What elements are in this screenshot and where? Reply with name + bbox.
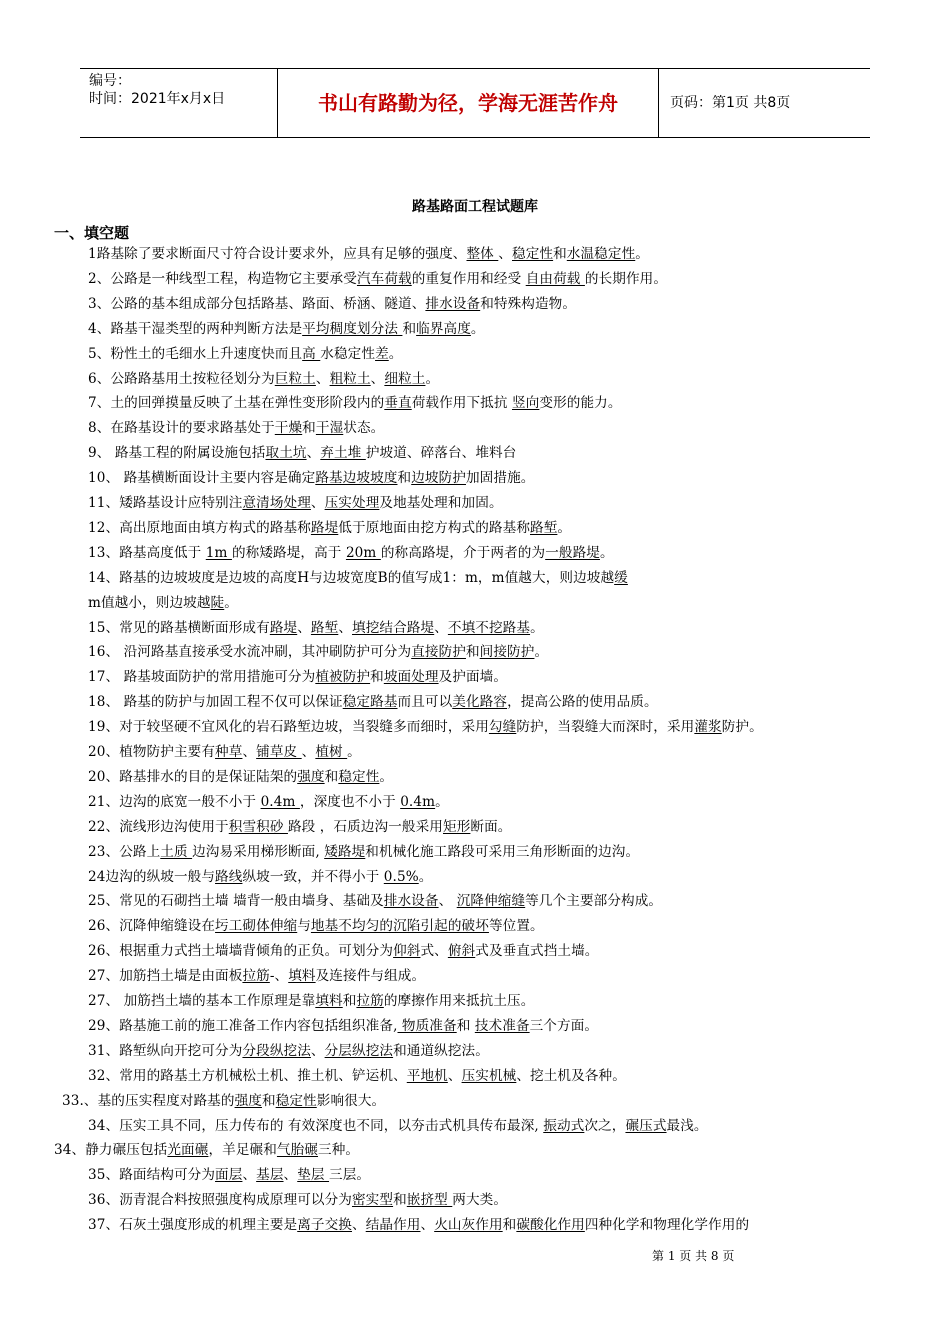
question-text: 27、 加筋挡土墙的基本工作原理是靠 (88, 993, 316, 1009)
question-text: 最浅。 (666, 1117, 708, 1134)
question-text: 13、路基高度低于 (88, 544, 206, 561)
answer-blank: 取土坑 (265, 445, 307, 462)
answer-blank: 植树 (315, 744, 348, 760)
question-text: 、 (338, 619, 353, 636)
answer-blank: 物质准备 (397, 1017, 457, 1034)
question-line (88, 593, 238, 613)
answer-blank: 圬工砌体伸缩 (215, 918, 298, 935)
question-text: 24边沟的纵坡一般与 (88, 868, 216, 885)
question-text: 17、 路基坡面防护的常用措施可分为 (88, 669, 316, 686)
question-line (88, 1066, 626, 1086)
answer-blank: 竖向 (512, 395, 540, 412)
answer-blank: 一般路堤 (545, 544, 600, 561)
question-line (88, 244, 649, 264)
question-text: 断面。 (470, 818, 512, 835)
date-label: 时间：2021年x月x日 (89, 91, 226, 107)
answer-blank: 高 (302, 345, 321, 362)
question-text: 、 (447, 1067, 462, 1084)
question-line (88, 842, 639, 862)
question-text: 32、常用的路基土方机械松土机、推土机、铲运机、 (88, 1067, 407, 1084)
question-line (88, 319, 485, 339)
question-text: 。 (347, 744, 361, 760)
question-text: 。 (635, 246, 649, 262)
answer-blank: 勾缝 (488, 719, 517, 736)
question-text: 加固措施。 (465, 470, 535, 487)
question-text: 状态。 (343, 420, 385, 437)
question-text: 和 (261, 1092, 276, 1109)
answer-blank: 稳定性 (275, 1092, 317, 1109)
question-line (88, 518, 571, 538)
answer-blank: 间接防护 (479, 644, 535, 661)
answer-blank: 细粒土 (384, 370, 426, 387)
question-text: 和特殊构造物。 (480, 295, 577, 312)
page-header (80, 68, 870, 138)
question-text: 而且可以 (397, 694, 453, 711)
question-text: 和通道纵挖法。 (393, 1042, 489, 1059)
question-text: 和 (370, 669, 384, 686)
answer-blank: 振动式 (543, 1117, 585, 1134)
question-text: 26、根据重力式挡土墙墙背倾角的正负。可划分为 (88, 943, 394, 960)
question-text: 35、路面结构可分为 (88, 1167, 216, 1184)
answer-blank: 沉降伸缩缝 (456, 893, 526, 910)
answer-blank: 临界高度 (416, 320, 471, 337)
document-title: 路基路面工程试题库 (412, 199, 538, 215)
question-text: 。 (470, 320, 485, 337)
question-text: 10、 路基横断面设计主要内容是确定 (88, 470, 316, 487)
question-text: 、 (434, 619, 448, 636)
answer-blank: 压实机械 (461, 1067, 517, 1084)
answer-blank: 0.5% (383, 868, 419, 885)
answer-blank: 边坡防护 (411, 470, 466, 487)
question-line (88, 966, 425, 986)
question-text: 。 (418, 868, 433, 885)
question-text: 。 (435, 793, 449, 810)
answer-blank: 干燥 (274, 420, 303, 437)
question-text: 、 (315, 370, 330, 387)
question-text: 20、路基排水的目的是保证陆架的 (88, 768, 298, 785)
question-text: 36、沥青混合料按照强度构成原理可以分为 (88, 1192, 352, 1209)
question-text: 、 (352, 1217, 366, 1234)
answer-blank: 矮路堤 (324, 843, 366, 860)
question-text: 和 (402, 320, 417, 337)
question-text: 7、土的回弹摸量反映了土基在弹性变形阶段内的 (88, 395, 385, 412)
answer-blank: 美化路容 (452, 694, 508, 711)
answer-blank: 碳酸化作用 (516, 1217, 585, 1234)
answer-blank: 碾压式 (625, 1117, 667, 1134)
answer-blank: 压实处理 (324, 495, 380, 511)
answer-blank: 强度 (297, 768, 325, 785)
question-text: 、 (438, 893, 457, 910)
question-line (88, 767, 393, 787)
section-heading: 一、填空题 (54, 224, 130, 242)
question-text: 次之， (584, 1117, 626, 1134)
answer-blank: 巨粒土 (274, 370, 316, 387)
question-text: 34、静力碾压包括 (54, 1142, 168, 1159)
question-line (88, 1215, 749, 1235)
question-text: 护坡道、碎落台、堆料台 (365, 445, 517, 462)
question-line (88, 792, 449, 812)
answer-blank: 路堤 (269, 619, 298, 636)
question-text: 两大类。 (452, 1192, 508, 1209)
question-text: 式、 (420, 943, 448, 960)
question-text: ，羊足碾和 (208, 1142, 277, 1159)
question-text: 11、矮路基设计应特别注 (88, 495, 243, 511)
answer-blank: 0.4m (400, 793, 436, 810)
answer-blank: 意清场处理 (242, 495, 311, 511)
answer-blank: 分段纵挖法 (242, 1042, 311, 1059)
answer-blank: 汽车荷载 (356, 270, 412, 287)
header-meta (80, 69, 278, 137)
question-text: 14、路基的边坡坡度是边坡的高度H与边坡宽度B的值写成1：m，m值越大，则边坡越 (88, 569, 615, 586)
question-text: 15、常见的路基横断面形成有 (88, 619, 270, 636)
question-text: 23、公路上 (88, 843, 161, 860)
question-text: 26、沉降伸缩缝设在 (88, 918, 216, 935)
question-line (88, 1165, 370, 1185)
code-label: 编号： (89, 73, 131, 89)
question-line (88, 891, 662, 911)
question-text: 8、在路基设计的要求路基处于 (88, 420, 275, 437)
question-text: 。 (557, 519, 572, 536)
answer-blank: 缓 (614, 569, 628, 586)
question-line (88, 817, 512, 837)
answer-blank: 稳定性 (512, 246, 554, 262)
answer-blank: 自由荷载 (525, 270, 585, 287)
answer-blank: 整体 (466, 246, 499, 262)
question-text: 的重复作用和经受 (411, 270, 526, 287)
answer-blank: 陡 (210, 594, 225, 611)
question-line (54, 1140, 359, 1160)
question-text: 、 (301, 744, 316, 760)
question-text: 的称矮路堤，高于 (231, 544, 346, 561)
question-text: 25、常见的石砌挡土墙 墙背一般由墙身、基础及 (88, 893, 384, 910)
question-text: 及连接件与组成。 (315, 968, 426, 985)
question-text: 。 (530, 619, 544, 636)
question-line (88, 418, 384, 438)
question-text: 、 (283, 1167, 298, 1184)
question-text: 34、压实工具不同，压力传布的 有效深度也不同，以夯击式机具传布最深, (88, 1117, 544, 1134)
motto: 书山有路勤为径，学海无涯苦作舟 (278, 69, 659, 137)
question-line (88, 991, 534, 1011)
question-text: 四种化学和物理化学作用的 (584, 1217, 750, 1234)
page-footer: 第 1 页 共 8 页 (652, 1249, 735, 1263)
question-text: 5、粉性土的毛细水上升速度快而且 (88, 345, 303, 362)
question-text: 18、 路基的防护与加固工程不仅可以保证 (88, 694, 343, 711)
question-text: ，深度也不小于 (299, 793, 401, 810)
answer-blank: 路线 (215, 868, 243, 885)
question-text: 37、石灰土强度形成的机理主要是 (88, 1217, 298, 1234)
question-text: 、 (420, 1217, 435, 1234)
question-line (88, 294, 576, 314)
question-text: 低于原地面由挖方构式的路基称 (338, 519, 531, 536)
question-text: 、挖土机及各种。 (516, 1067, 626, 1084)
question-text: 31、路堑纵向开挖可分为 (88, 1042, 243, 1059)
answer-blank: 平均稠度划分法 (302, 320, 403, 337)
answer-blank: 平地机 (406, 1067, 448, 1084)
question-text: 、 (370, 370, 385, 387)
question-text: 路段 ，石质边沟一般采用 (287, 818, 444, 835)
question-text: 4、路基干湿类型的两种判断方法是 (88, 320, 303, 337)
question-text: 。 (388, 345, 403, 362)
answer-blank: 结晶作用 (365, 1217, 421, 1234)
question-text: 与 (297, 918, 311, 935)
question-text: 1路基除了要求断面尺寸符合设计要求外，应具有足够的强度、 (88, 246, 467, 262)
question-text: 和 (302, 420, 316, 437)
question-text: 、 (297, 619, 311, 636)
answer-blank: 光面碾 (167, 1142, 209, 1159)
question-text: 等几个主要部分构成。 (525, 893, 663, 910)
question-text: 、 (310, 495, 325, 511)
answer-blank: 0.4m (260, 793, 300, 810)
answer-blank: 面层 (215, 1167, 243, 1184)
answer-blank: 地基不均匀的沉陷引起的破坏 (310, 918, 489, 935)
answer-blank: 排水设备 (425, 295, 481, 312)
question-line (88, 269, 667, 289)
answer-blank: 离子交换 (297, 1217, 352, 1234)
answer-blank: 干湿 (315, 420, 344, 437)
answer-blank: 稳定路基 (342, 694, 398, 711)
question-line (88, 618, 544, 638)
answer-blank: 1m (205, 544, 232, 561)
question-text: 27、加筋挡土墙是由面板 (88, 968, 243, 985)
question-text: 。 (425, 370, 440, 387)
answer-blank: 直接防护 (411, 644, 466, 661)
question-line (88, 443, 516, 463)
question-line (88, 916, 544, 936)
answer-blank: 密实型 (351, 1192, 394, 1209)
question-text: 22、流线形边沟使用于 (88, 818, 229, 835)
answer-blank: 填料 (288, 968, 316, 985)
question-text: 和 (465, 644, 480, 661)
question-text: 纵坡一致，并不得小于 (242, 868, 384, 885)
question-text: 影响很大。 (316, 1092, 386, 1109)
question-text: 、 (306, 445, 321, 462)
question-text: 的称高路堤，介于两者的为 (380, 544, 546, 561)
answer-blank: 火山灰作用 (434, 1217, 503, 1234)
answer-blank: 植被防护 (315, 669, 371, 686)
answer-blank: 仰斜 (393, 943, 421, 960)
answer-blank: 水温稳定性 (566, 246, 636, 262)
answer-blank: 积雪积砂 (228, 818, 288, 835)
question-text: 9、 路基工程的附属设施包括 (88, 445, 266, 462)
page-number-label: 页码：第1页 共8页 (670, 95, 791, 111)
question-text: 的摩擦作用来抵抗土压。 (383, 993, 535, 1009)
question-text: 20、植物防护主要有 (88, 744, 216, 760)
question-line (88, 642, 548, 662)
question-text: 荷载作用下抵抗 (411, 395, 512, 412)
question-text: 、 (498, 246, 512, 262)
question-text: 的长期作用。 (584, 270, 668, 287)
question-line (88, 717, 763, 737)
answer-blank: 嵌挤型 (406, 1192, 453, 1209)
answer-blank: 土质 (160, 843, 193, 860)
question-text: 16、 沿河路基直接承受水流冲刷，其冲刷防护可分为 (88, 644, 412, 661)
question-text: 和 (342, 993, 357, 1009)
answer-blank: 垂直 (384, 395, 412, 412)
answer-blank: 矩形 (443, 818, 471, 835)
question-text: 。 (379, 768, 394, 785)
question-text: 2、公路是一种线型工程，构造物它主要承受 (88, 270, 357, 287)
question-text: 水稳定性 (320, 345, 376, 362)
question-line (88, 568, 628, 588)
question-line (88, 1116, 708, 1136)
question-text: 21、边沟的底宽一般不小于 (88, 793, 261, 810)
question-line (88, 742, 361, 762)
question-text: 和 (456, 1017, 475, 1034)
question-text: ，提高公路的使用品质。 (507, 694, 658, 711)
question-line (88, 493, 503, 513)
question-line (88, 344, 402, 364)
answer-blank: 路堤 (310, 519, 339, 536)
question-text: 变形的能力。 (539, 395, 622, 412)
question-text: 防护，当裂缝大而深时，采用 (516, 719, 695, 736)
answer-blank: 坡面处理 (383, 669, 439, 686)
answer-blank: 粗粒土 (329, 370, 371, 387)
question-line (88, 468, 534, 488)
answer-blank: 分层纵挖法 (324, 1042, 394, 1059)
question-text: 6、公路路基用土按粒径划分为 (88, 370, 275, 387)
question-line (88, 369, 439, 389)
question-line (88, 1190, 507, 1210)
answer-blank: 差 (375, 345, 389, 362)
answer-blank: 拉筋 (242, 968, 270, 985)
question-text: 。 (534, 644, 549, 661)
answer-blank: 路堑 (310, 619, 339, 636)
question-text: 边沟易采用梯形断面, (192, 843, 325, 860)
question-line (88, 543, 614, 563)
question-text: m值越小，则边坡越 (88, 594, 211, 611)
question-text: 29、路基施工前的施工准备工作内容包括组织准备, (88, 1017, 398, 1034)
question-text: 。 (599, 544, 614, 561)
question-text: 、 (242, 1167, 257, 1184)
question-text: 、 (310, 1042, 325, 1059)
question-text: 和 (502, 1217, 517, 1234)
question-line (62, 1091, 385, 1111)
answer-blank: 强度 (234, 1092, 262, 1109)
answer-blank: 俯斜 (447, 943, 476, 960)
question-line (88, 941, 599, 961)
question-line (88, 867, 432, 887)
question-text: 和 (393, 1192, 407, 1209)
question-text: 三层。 (329, 1167, 371, 1184)
question-text: 和机械化施工路段可采用三角形断面的边沟。 (365, 843, 640, 860)
answer-blank: 种草 (215, 744, 243, 760)
answer-blank: 基层 (256, 1167, 284, 1184)
answer-blank: 排水设备 (383, 893, 439, 910)
question-text: -、 (269, 968, 289, 985)
question-text: 三种。 (318, 1142, 360, 1159)
answer-blank: 弃土堆 (320, 445, 366, 462)
answer-blank: 垫层 (297, 1167, 330, 1184)
answer-blank: 路堑 (530, 519, 558, 536)
question-line (88, 393, 622, 413)
question-text: 和 (397, 470, 412, 487)
question-text: 19、对于较坚硬不宜风化的岩石路堑边坡，当裂缝多而细时，采用 (88, 719, 489, 736)
answer-blank: 填料 (315, 993, 343, 1009)
answer-blank: 拉筋 (356, 993, 384, 1009)
answer-blank: 稳定性 (338, 768, 380, 785)
question-text: 三个方面。 (529, 1017, 599, 1034)
question-text: 式及垂直式挡土墙。 (475, 943, 599, 960)
answer-blank: 灌浆 (694, 719, 722, 736)
question-text: 12、高出原地面由填方构式的路基称 (88, 519, 311, 536)
answer-blank: 路基边坡坡度 (315, 470, 398, 487)
answer-blank: 不填不挖路基 (447, 619, 531, 636)
question-text: 防护。 (721, 719, 763, 736)
answer-blank: 铺草皮 (256, 744, 302, 760)
question-text: 及地基处理和加固。 (379, 495, 503, 511)
answer-blank: 气胎碾 (276, 1142, 319, 1159)
answer-blank: 技术准备 (474, 1017, 530, 1034)
question-text: 3、公路的基本组成部分包括路基、路面、桥涵、隧道、 (88, 295, 426, 312)
question-line (88, 1041, 489, 1061)
question-text: 33.、基的压实程度对路基的 (62, 1092, 235, 1109)
question-line (88, 692, 658, 712)
question-text: 。 (224, 594, 238, 611)
question-text: 和 (553, 246, 567, 262)
question-text: 等位置。 (488, 918, 544, 935)
question-line (88, 1016, 598, 1036)
question-text: 和 (324, 768, 339, 785)
answer-blank: 20m (345, 544, 381, 561)
answer-blank: 填挖结合路堤 (352, 619, 435, 636)
question-line (88, 667, 507, 687)
question-text: 、 (242, 744, 257, 760)
question-text: 及护面墙。 (438, 669, 508, 686)
